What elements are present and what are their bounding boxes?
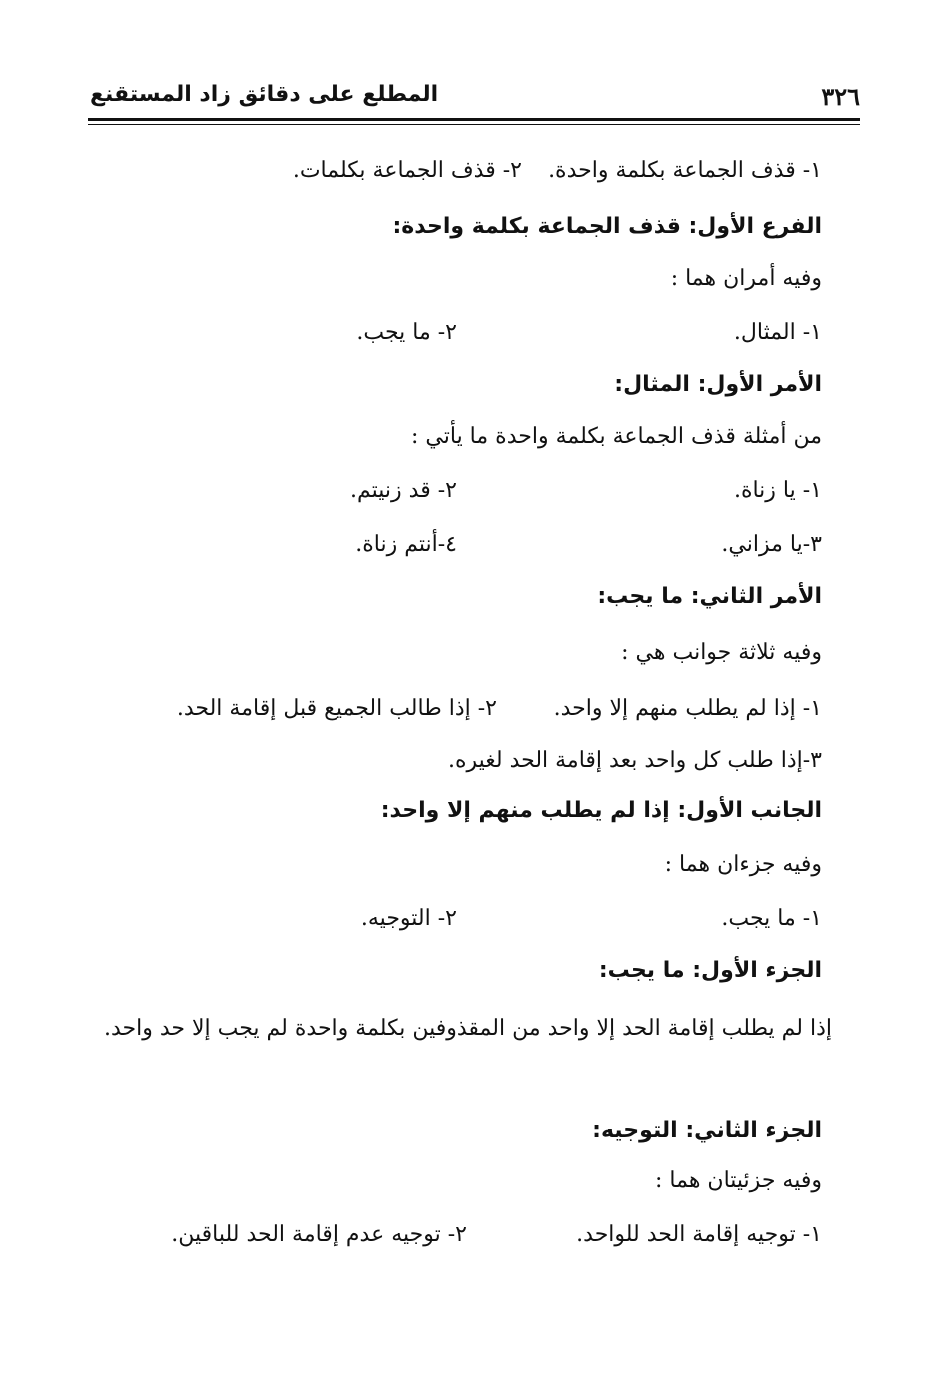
list-item: ٢- توجيه عدم إقامة الحد للباقين. [171, 1222, 467, 1247]
list-item-row [102, 478, 822, 512]
list-item-row [102, 1222, 822, 1256]
list-item: ١- إذا لم يطلب منهم إلا واحد. [553, 696, 822, 721]
list-item: ١- قذف الجماعة بكلمة واحدة. [548, 158, 822, 183]
paragraph: إذا لم يطلب إقامة الحد إلا واحد من المقذوفين بكلمة واحدة لم يجب إلا حد واحد. [103, 1016, 832, 1041]
section-heading: الجزء الثاني: التوجيه: [592, 1118, 822, 1143]
header-rule-thin [88, 124, 860, 125]
page-header [90, 82, 860, 122]
running-title: المطلع على دقائق زاد المستقنع [90, 82, 439, 107]
list-item-row [102, 906, 822, 940]
section-heading: الأمر الأول: المثال: [614, 372, 822, 397]
list-item: ١- ما يجب. [721, 906, 822, 931]
list-item-row [102, 532, 822, 566]
paragraph: وفيه أمران هما : [670, 266, 822, 291]
list-item-row [102, 696, 822, 730]
list-item: ١- توجيه إقامة الحد للواحد. [576, 1222, 822, 1247]
list-item: ٢- قذف الجماعة بكلمات. [292, 158, 522, 183]
list-item: ١- يا زناة. [733, 478, 822, 503]
list-item-row [102, 320, 822, 354]
page-number: ٣٢٦ [821, 82, 860, 111]
paragraph: وفيه جزءان هما : [664, 852, 822, 877]
list-item: ٣-إذا طلب كل واحد بعد إقامة الحد لغيره. [447, 748, 822, 773]
section-heading: الجانب الأول: إذا لم يطلب منهم إلا واحد: [380, 798, 822, 823]
list-item: ٢- قد زنيتم. [350, 478, 457, 503]
paragraph: وفيه جزئيتان هما : [655, 1168, 822, 1193]
list-item: ١- المثال. [733, 320, 822, 345]
section-heading: الفرع الأول: قذف الجماعة بكلمة واحدة: [392, 214, 822, 239]
paragraph: من أمثلة قذف الجماعة بكلمة واحدة ما يأتي : [411, 424, 822, 449]
list-item: ٤-أنتم زناة. [355, 532, 457, 557]
list-item: ٣-يا مزاني. [721, 532, 822, 557]
list-item: ٢- ما يجب. [356, 320, 457, 345]
paragraph: وفيه ثلاثة جوانب هي : [621, 640, 822, 665]
section-heading: الجزء الأول: ما يجب: [598, 958, 822, 983]
header-rule-thick [88, 118, 860, 121]
list-item-row [102, 158, 822, 192]
list-item: ٢- التوجيه. [360, 906, 457, 931]
list-item: ٢- إذا طالب الجميع قبل إقامة الحد. [176, 696, 497, 721]
section-heading: الأمر الثاني: ما يجب: [597, 584, 822, 609]
